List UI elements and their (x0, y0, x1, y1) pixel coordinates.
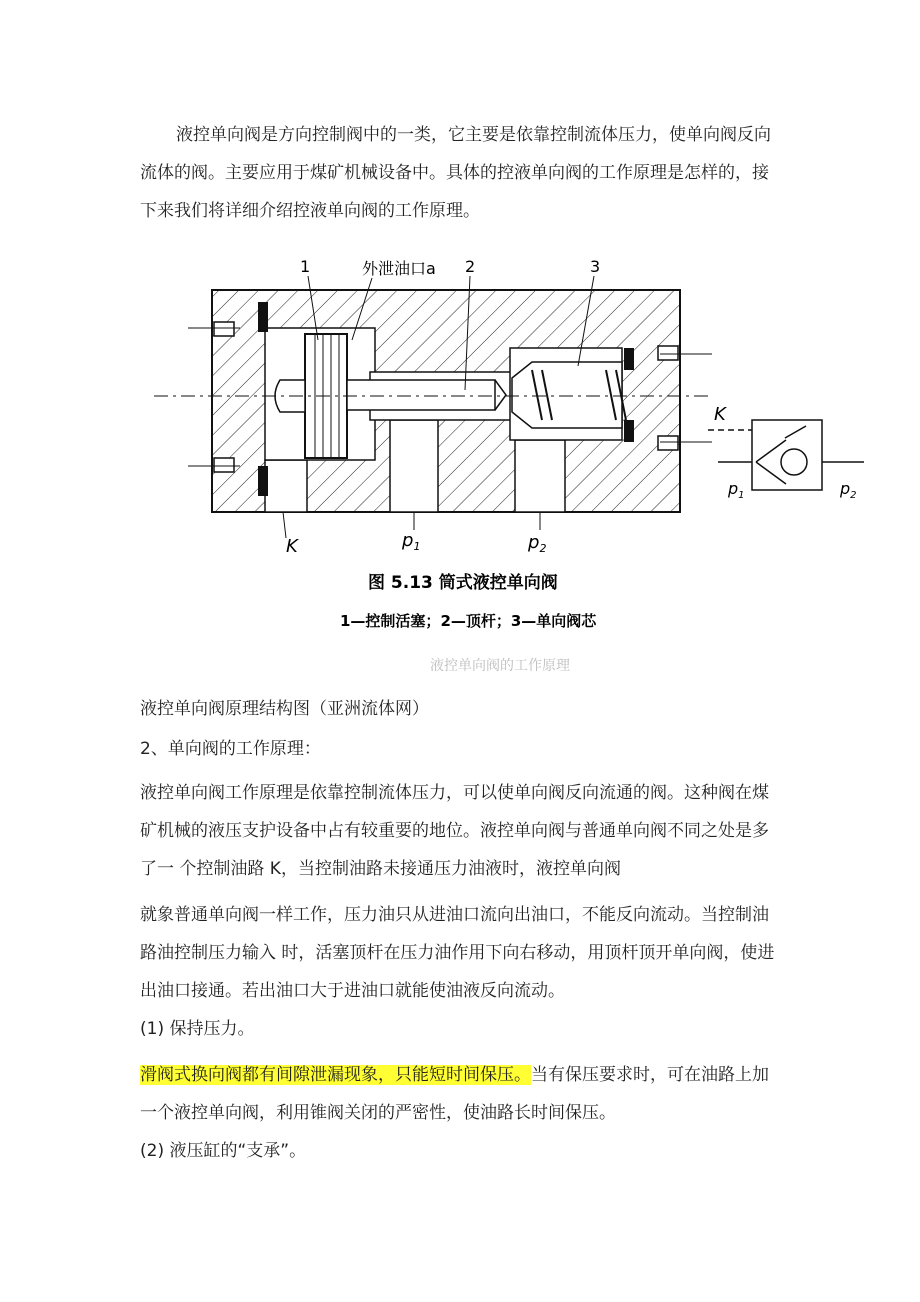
valve-diagram (140, 250, 880, 650)
section-heading: 2、单向阀的工作原理： (140, 739, 321, 759)
figure-title: 图 5.13 筒式液控单向阀 (368, 573, 558, 593)
figure-caption: 液控单向阀的工作原理 (430, 658, 570, 674)
figure-source-line: 液控单向阀原理结构图（亚洲流体网） (140, 699, 429, 719)
push-rod (347, 380, 495, 410)
list-item-1: (1) 保持压力。 (140, 1019, 255, 1039)
body-paragraph-1: 液控单向阀工作原理是依靠控制流体压力，可以使单向阀反向流通的阀。这种阀在煤矿机械的液压支护设备中占有较重要的地位。液控单向阀与普通单向阀不同之处是多了一 个控制油路 K，当控制油路未接通压力油液时，液控单向阀 (140, 783, 769, 879)
seal (258, 302, 268, 332)
label-drain: 外泄油口a (362, 259, 436, 278)
label-k: K (286, 536, 298, 557)
symbol-label-p1: $p_1$ (728, 479, 745, 501)
label-2: 2 (465, 257, 476, 276)
port-p2-bore (515, 440, 565, 512)
label-p1: $p_1$ (402, 530, 421, 553)
body-paragraph-3 (140, 1056, 780, 1132)
seal (624, 348, 634, 370)
body-paragraph-2: 就象普通单向阀一样工作，压力油只从进油口流向出油口，不能反向流动。当控制油路油控制压力输入 时，活塞顶杆在压力油作用下向右移动，用顶杆顶开单向阀，使进出油口接通。若出油口大于进油口就能使油液反向流动。 (140, 905, 775, 1001)
port-k-bore (265, 460, 307, 512)
body-paragraph-3-rest: 当有保压要求时，可在油路上加一个液控单向阀，利用锥阀关闭的严密性，使油路长时间保压。 (140, 1065, 769, 1123)
label-3: 3 (590, 257, 601, 276)
seal (258, 466, 268, 496)
label-p2: $p_2$ (528, 532, 547, 555)
list-item-2: (2) 液压缸的“支承”。 (140, 1141, 307, 1161)
intro-paragraph: 液控单向阀是方向控制阀中的一类，它主要是依靠控制流体压力，使单向阀反向流体的阀。主要应用于煤矿机械设备中。具体的控液单向阀的工作原理是怎样的，接下来我们将详细介绍控液单向阀的工作原理。 (140, 125, 771, 221)
symbol-label-k: K (714, 404, 726, 425)
figure-legend: 1—控制活塞；2—顶杆；3—单向阀芯 (340, 612, 597, 630)
symbol-label-p2: $p_2$ (840, 479, 857, 501)
seal (624, 420, 634, 442)
label-1: 1 (300, 257, 311, 276)
highlighted-text: 滑阀式换向阀都有间隙泄漏现象，只能短时间保压。 (140, 1065, 531, 1085)
port-p1-bore (390, 420, 438, 512)
